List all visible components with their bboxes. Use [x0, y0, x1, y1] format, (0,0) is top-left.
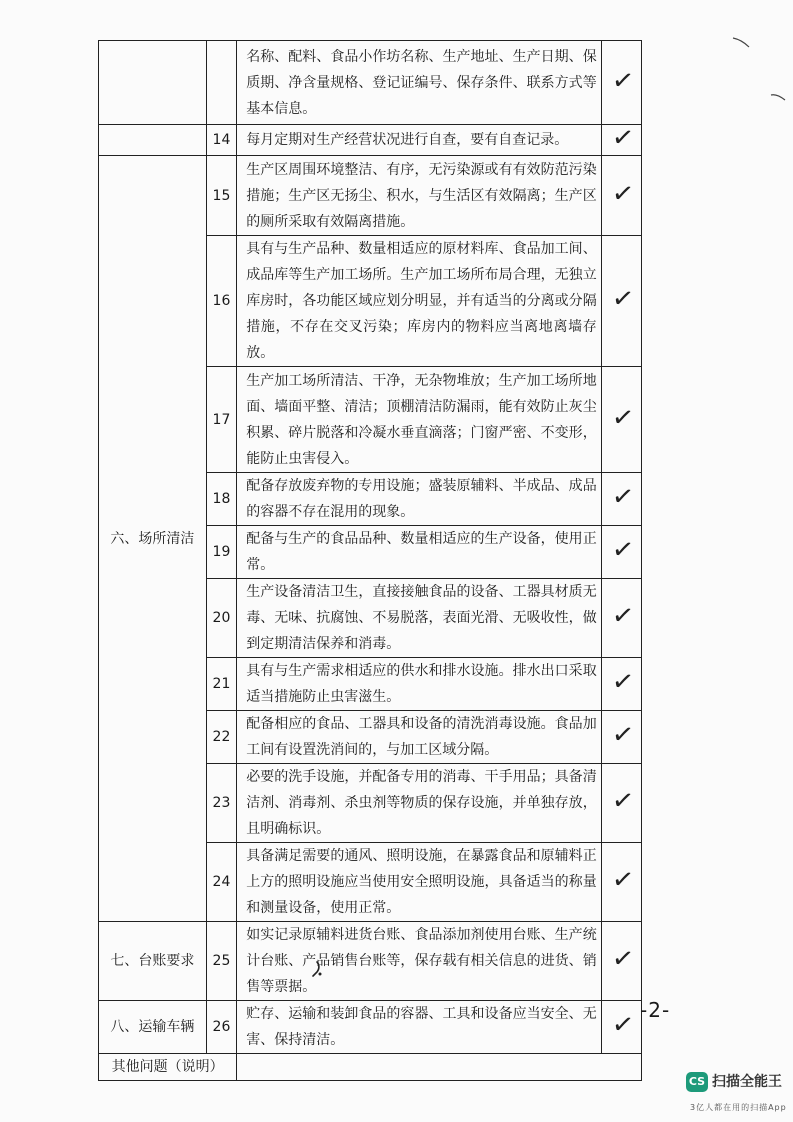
table-row [99, 125, 642, 156]
check-mark: ✓ [601, 658, 641, 711]
check-mark: ✓ [601, 526, 641, 579]
item-text: 每月定期对生产经营状况进行自查，要有自查记录。 [237, 125, 602, 156]
item-text: 生产区周围环境整洁、有序，无污染源或有有效防范污染措施；生产区无扬尘、积水，与生活区有效隔离；生产区的厕所采取有效隔离措施。 [237, 156, 602, 236]
scan-smudge-icon [732, 36, 750, 48]
item-number: 23 [206, 764, 237, 843]
check-mark: ✓ [601, 156, 641, 236]
check-mark: ✓ [601, 125, 641, 156]
category-cleaning: 六、场所清洁 [99, 156, 207, 922]
item-text: 配备存放废弃物的专用设施；盛装原辅料、半成品、成品的容器不存在混用的现象。 [237, 473, 602, 526]
item-text: 生产加工场所清洁、干净，无杂物堆放；生产加工场所地面、墙面平整、清洁；顶棚清洁防漏雨，能有效防止灰尘积累、碎片脱落和冷凝水垂直滴落；门窗严密、不变形，能防止虫害侵入。 [237, 367, 602, 473]
item-text: 具有与生产需求相适应的供水和排水设施。排水出口采取适当措施防止虫害滋生。 [237, 658, 602, 711]
category-ledger: 七、台账要求 [99, 922, 207, 1001]
item-number: 24 [206, 843, 237, 922]
table-row [99, 1001, 642, 1054]
check-mark: ✓ [601, 473, 641, 526]
page-number: -2- [640, 998, 671, 1022]
item-number: 25 [206, 922, 237, 1001]
item-text: 配备相应的食品、工器具和设备的清洗消毒设施。食品加工间有设置洗消间的，与加工区域分隔。 [237, 711, 602, 764]
other-issues-value [237, 1054, 642, 1081]
item-text: 贮存、运输和装卸食品的容器、工具和设备应当安全、无害、保持清洁。 [237, 1001, 602, 1054]
item-text: 配备与生产的食品品种、数量相适应的生产设备，使用正常。 [237, 526, 602, 579]
pen-mark-icon [310, 960, 324, 978]
item-number: 17 [206, 367, 237, 473]
item-number: 20 [206, 579, 237, 658]
scanner-logo-icon: CS [686, 1072, 708, 1092]
item-text: 如实记录原辅料进货台账、食品添加剂使用台账、生产统计台账、产品销售台账等，保存载有相关信息的进货、销售等票据。 [237, 922, 602, 1001]
check-mark: ✓ [601, 922, 641, 1001]
scanner-app-name: 扫描全能王 [712, 1074, 782, 1090]
item-number: 21 [206, 658, 237, 711]
check-mark: ✓ [601, 41, 641, 125]
item-number-cell [206, 41, 237, 125]
item-number: 19 [206, 526, 237, 579]
item-text: 具备满足需要的通风、照明设施，在暴露食品和原辅料正上方的照明设施应当使用安全照明设施，具备适当的称量和测量设备，使用正常。 [237, 843, 602, 922]
check-mark: ✓ [601, 843, 641, 922]
table-row [99, 41, 642, 125]
category-cell-continued [99, 125, 207, 156]
check-mark: ✓ [601, 236, 641, 367]
scanner-tagline: 3亿人都在用的扫描App [690, 1103, 787, 1112]
item-number: 14 [206, 125, 237, 156]
inspection-table [98, 40, 642, 1081]
item-text: 名称、配料、食品小作坊名称、生产地址、生产日期、保质期、净含量规格、登记证编号、保存条件、联系方式等基本信息。 [237, 41, 602, 125]
category-cell-continued [99, 41, 207, 125]
check-mark: ✓ [601, 367, 641, 473]
other-issues-label: 其他问题（说明） [99, 1054, 237, 1081]
scan-smudge-icon [770, 92, 786, 102]
item-number: 15 [206, 156, 237, 236]
check-mark: ✓ [601, 764, 641, 843]
item-number: 26 [206, 1001, 237, 1054]
item-number: 22 [206, 711, 237, 764]
item-number: 18 [206, 473, 237, 526]
table-row [99, 922, 642, 1001]
check-mark: ✓ [601, 1001, 641, 1054]
item-number: 16 [206, 236, 237, 367]
table-row [99, 1054, 642, 1081]
table-row [99, 156, 642, 236]
category-transport: 八、运输车辆 [99, 1001, 207, 1054]
check-mark: ✓ [601, 711, 641, 764]
item-text: 必要的洗手设施，并配备专用的消毒、干手用品；具备清洁剂、消毒剂、杀虫剂等物质的保存设施，并单独存放，且明确标识。 [237, 764, 602, 843]
check-mark: ✓ [601, 579, 641, 658]
item-text: 生产设备清洁卫生，直接接触食品的设备、工器具材质无毒、无味、抗腐蚀、不易脱落，表面光滑、无吸收性，做到定期清洁保养和消毒。 [237, 579, 602, 658]
item-text: 具有与生产品种、数量相适应的原材料库、食品加工间、成品库等生产加工场所。生产加工场所布局合理，无独立库房时，各功能区域应划分明显，并有适当的分离或分隔措施，不存在交叉污染；库房内的物料应当离地离墙存放。 [237, 236, 602, 367]
